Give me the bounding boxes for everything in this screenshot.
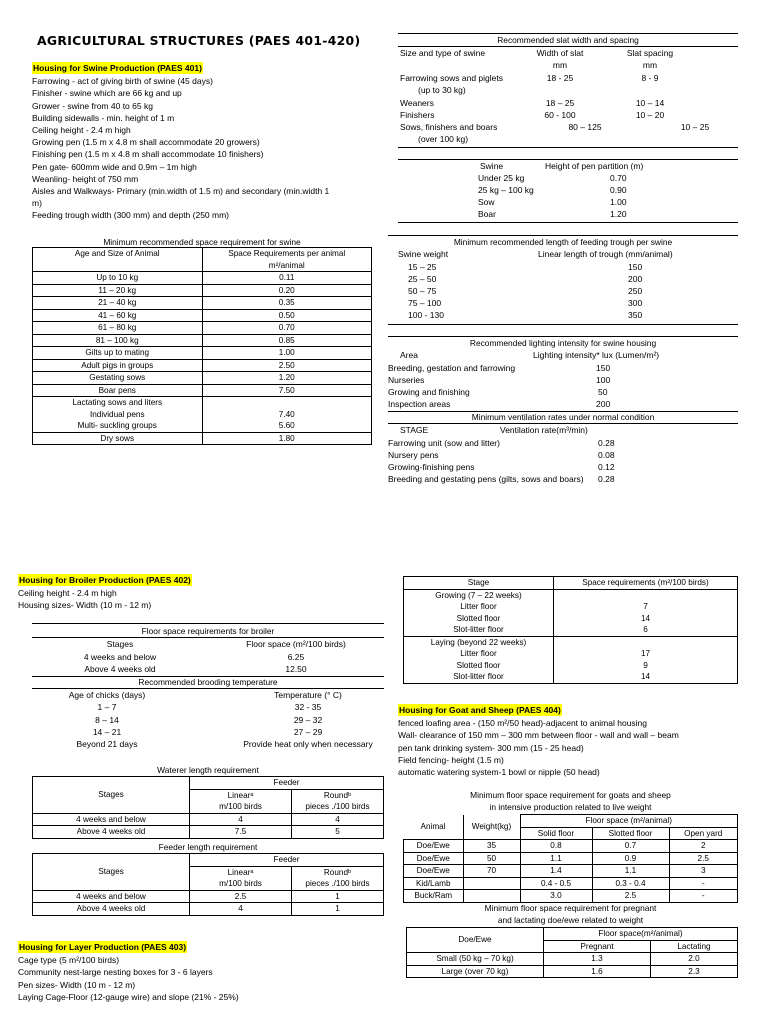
slat-caption: Recommended slat width and spacing [497, 35, 639, 45]
table-row: Beyond 21 days [76, 739, 138, 749]
swine-line: Ceiling height - 2.4 m high [32, 124, 131, 135]
broiler-section: Housing for Broiler Production (PAES 402) Ceiling height - 2.4 m high Housing sizes- Width (10 m - 12 m) [18, 575, 191, 611]
broiler-floor-table: Stages Floor space (m²/100 birds) 4 weeks and below 6.25 Above 4 weeks old 12.50 [32, 638, 384, 676]
table-row: 25 kg – 100 kg [478, 185, 534, 195]
table-row: Doe/Ewe 35 0.8 0.7 2 [404, 840, 738, 853]
table-row: Adult pigs in groups 2.50 [33, 359, 372, 372]
swine-line: Pen gate- 600mm wide and 0.9m – 1m high [32, 161, 197, 172]
slat-header: Size and type of swine [400, 48, 486, 58]
table-row: Growing-finishing pens [388, 462, 475, 472]
swine-line: Finisher - swine which are 66 kg and up [32, 88, 182, 99]
table-row: 75 – 100 [408, 298, 442, 308]
table-row: Farrowing unit (sow and litter) [388, 438, 500, 448]
goat-floor-table: Animal Weight(kg) Floor space (m²/animal) Solid floor Slotted floor Open yard Doe/Ewe 35 0.8 0.7 2 Doe/Ewe 50 1.1 0.9 2.5 Doe/Ewe 70 1.4 1.1 3 Kid/Lamb 0.4 - 0.5 0.3 - 0.4 - Buck/Ram 3.0 2.5 - [403, 814, 738, 903]
table-row: Inspection areas [388, 399, 451, 409]
table-row: 81 – 100 kg 0.85 [33, 334, 372, 347]
table-row: Doe/Ewe 70 1.4 1.1 3 [404, 865, 738, 878]
table-row: Breeding, gestation and farrowing [388, 363, 516, 373]
table-row: 50 – 75 [408, 286, 437, 296]
table-header-cell: Age and Size of Animal [33, 248, 203, 272]
feeder-caption: Feeder length requirement [158, 842, 258, 852]
table-row: 15 – 25 [408, 262, 437, 272]
swine-line: Finishing pen (1.5 m x 4.8 m shall accommodate 10 finishers) [32, 149, 264, 160]
table-row: Above 4 weeks old [84, 664, 156, 674]
table-row: Small (50 kg – 70 kg) 1.3 2.0 [407, 953, 738, 966]
swine-line: Weanling- height of 750 mm [32, 173, 139, 184]
table-row: Up to 10 kg 0.11 [33, 272, 372, 285]
table-row: Dry sows 1.80 [33, 432, 372, 445]
swine-line: Growing pen (1.5 m x 4.8 m shall accommodate 20 growers) [32, 137, 260, 148]
table-row: 25 – 50 [408, 274, 437, 284]
partition-table: Swine Height of pen partition (m) Under 25 kg 0.70 25 kg – 100 kg 0.90 Sow 1.00 Boar 1.20 [478, 161, 644, 219]
lighting-caption: Recommended lighting intensity for swine housing [469, 338, 657, 348]
swine-heading: Housing for Swine Production (PAES 401) [33, 63, 202, 73]
table-row: Boar [478, 209, 496, 219]
layer-heading: Housing for Layer Production (PAES 403) [19, 942, 187, 952]
table-row: Boar pens 7.50 [33, 384, 372, 397]
poultry-space-table: Stage Space requirements (m²/100 birds) Growing (7 – 22 weeks) Litter floor Slotted floor Slot-litter floor 7 14 6 Laying (beyond 22 weeks) Litter floor Slotted floor Slot-litter floor 17 9 14 [403, 576, 738, 684]
swine-line: m) [32, 198, 42, 209]
table-row: Sows, finishers and boars [400, 122, 498, 132]
table-row: 61 – 80 kg 0.70 [33, 322, 372, 335]
table-header-cell: Space Requirements per animal m²/animal [202, 248, 372, 272]
table-row: 100 - 130 [408, 310, 444, 320]
trough-table: Swine weight Linear length of trough (mm/animal) 15 – 25 150 25 – 50 200 50 – 75 250 75 – 100 300 100 - 130 350 [398, 249, 673, 320]
swine-line: Aisles and Walkways- Primary (min.width of 1.5 m) and secondary (min.width 1 [32, 185, 330, 196]
brooding-table: Age of chicks (days) Temperature (° C) 1 – 7 32 - 35 8 – 14 29 – 32 14 – 21 27 – 29 Beyond 21 days Provide heat only when necessary [32, 689, 384, 751]
ventilation-table: STAGE Ventilation rate(m³/min) Farrowing unit (sow and litter) 0.28 Nursery pens 0.08 Growing-finishing pens 0.12 Breeding and gestating pens (gilts, sows and boars) 0.28 [388, 425, 615, 484]
table-row: Gilts up to mating 1.00 [33, 347, 372, 360]
table-row: 14 – 21 [92, 727, 122, 737]
table-row: 4 weeks and below [83, 652, 157, 662]
table-row: Finishers [400, 110, 435, 120]
table-row: 4 weeks and below 2.5 1 [33, 890, 384, 903]
table-row: Laying (beyond 22 weeks) Litter floor Slotted floor Slot-litter floor 17 9 14 [404, 636, 738, 683]
table-row: Kid/Lamb 0.4 - 0.5 0.3 - 0.4 - [404, 877, 738, 890]
table-row: 41 – 60 kg 0.50 [33, 309, 372, 322]
goat-pregnant-table: Doe/Ewe Floor space(m²/animal) Pregnant Lactating Small (50 kg – 70 kg) 1.3 2.0 Large (over 70 kg) 1.6 2.3 [406, 927, 738, 978]
page-title: AGRICULTURAL STRUCTURES (PAES 401-420) [37, 33, 361, 48]
broiler-floor-caption: Floor space requirements for broiler [141, 626, 275, 636]
table-row: Sow [478, 197, 495, 207]
ventilation-caption: Minimum ventilation rates under normal condition [471, 412, 655, 422]
goat-section: Housing for Goat and Sheep (PAES 404) fenced loafing area - (150 m²/50 head)-adjacent to animal housing Wall- clearance of 150 mm – 300 mm between floor - wall and wall – beam pen tank drinking system- 300 mm (15 - 25 head) Field fencing- height (1.5 m) automatic watering system-1 bowl or nipple (50 head) [398, 705, 679, 777]
table-row: 4 weeks and below 4 4 [33, 813, 384, 826]
table-row: Nursery pens [388, 450, 439, 460]
waterer-table: Stages Feeder Linearᵃ m/100 birds Roundᵇ pieces ./100 birds 4 weeks and below 4 4 Above 4 weeks old 7.5 5 [32, 776, 384, 839]
table-row: 21 – 40 kg 0.35 [33, 297, 372, 310]
table-row: Under 25 kg [478, 173, 525, 183]
table-row: Above 4 weeks old 4 1 [33, 903, 384, 916]
table-row: Growing and finishing [388, 387, 470, 397]
table-row: 11 – 20 kg 0.20 [33, 284, 372, 297]
trough-caption: Minimum recommended length of feeding trough per swine [453, 237, 673, 247]
swine-section [32, 62, 329, 221]
swine-space-caption: Minimum recommended space requirement for swine [103, 237, 301, 247]
waterer-caption: Waterer length requirement [157, 765, 259, 775]
swine-line: Building sidewalls - min. height of 1 m [32, 112, 175, 123]
table-row: 8 – 14 [95, 715, 119, 725]
table-row: Doe/Ewe 50 1.1 0.9 2.5 [404, 852, 738, 865]
swine-space-table [32, 247, 372, 445]
slat-table: Size and type of swine Width of slat mm Slat spacing mm Farrowing sows and piglets 18 - 25 8 - 9 (up to 30 kg) Weaners 18 – 25 10 – 14 Finishers 60 - 100 10 – 20 Sows, finishers and boars 80 – 125 10 – 25 (over 100 kg) [400, 48, 710, 144]
table-row: Lactating sows and liters Individual pens Multi- suckling groups 7.40 5.60 [33, 397, 372, 433]
table-row: Buck/Ram 3.0 2.5 - [404, 890, 738, 903]
table-row: Weaners [400, 98, 434, 108]
table-row: Above 4 weeks old 7.5 5 [33, 826, 384, 839]
table-row: Breeding and gestating pens (gilts, sows and boars) [388, 474, 584, 484]
table-row: 1 – 7 [97, 702, 117, 712]
goat-heading: Housing for Goat and Sheep (PAES 404) [399, 705, 561, 715]
brooding-caption: Recommended brooding temperature [138, 677, 278, 687]
table-row: Farrowing sows and piglets [400, 73, 503, 83]
feeder-table: Stages Feeder Linearᵃ m/100 birds Roundᵇ pieces ./100 birds 4 weeks and below 2.5 1 Above 4 weeks old 4 1 [32, 853, 384, 916]
table-row: Nurseries [388, 375, 425, 385]
goat-pregnant-caption: Minimum floor space requirement for pregnant and lactating doe/ewe related to weight [484, 903, 657, 926]
goat-floor-caption: Minimum floor space requirement for goats and sheep in intensive production related to live weight [470, 790, 671, 813]
table-row: Growing (7 – 22 weeks) Litter floor Slotted floor Slot-litter floor 7 14 6 [404, 589, 738, 636]
swine-line: Grower - swine from 40 to 65 kg [32, 100, 153, 111]
layer-section: Housing for Layer Production (PAES 403) Cage type (5 m²/100 birds) Community nest-large nesting boxes for 3 - 6 layers Pen sizes- Width (10 m - 12 m) Laying Cage-Floor (12-gauge wire) and slope (21% - 25%) [18, 942, 239, 1002]
table-row: Large (over 70 kg) 1.6 2.3 [407, 965, 738, 978]
table-row: Gestating sows 1.20 [33, 372, 372, 385]
swine-line: Feeding trough width (300 mm) and depth (250 mm) [32, 210, 230, 221]
broiler-heading: Housing for Broiler Production (PAES 402) [19, 575, 191, 585]
swine-line: Farrowing - act of giving birth of swine (45 days) [32, 76, 213, 87]
lighting-table: Area Lighting intensity* lux (Lumen/m²) Breeding, gestation and farrowing 150 Nurseries 100 Growing and finishing 50 Inspection areas 200 [388, 350, 660, 409]
